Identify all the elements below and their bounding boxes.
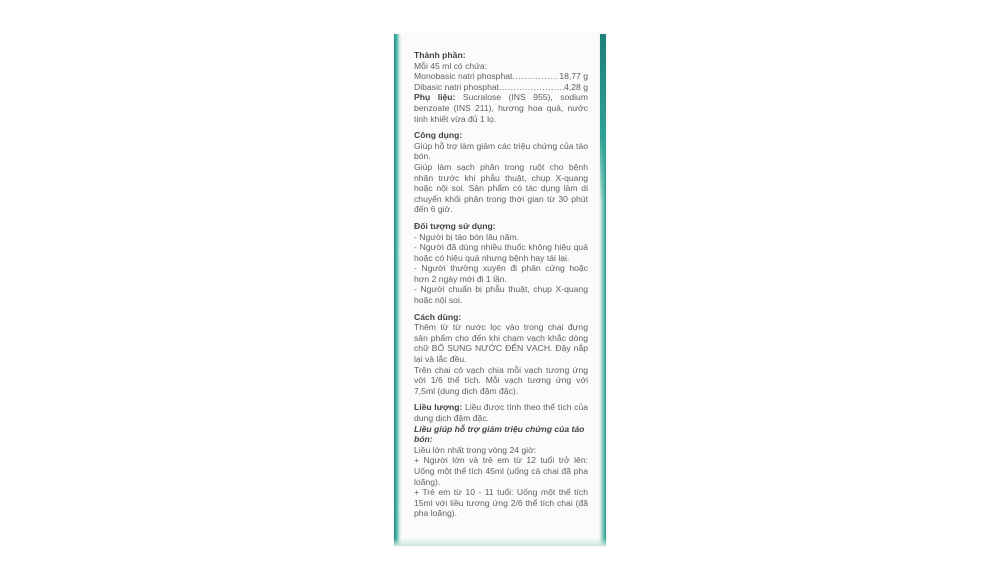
box-bottom-edge: [394, 538, 606, 546]
phu-lieu-label: Phụ liệu:: [414, 92, 456, 103]
lieu-luong-max: Liều lớn nhất trong vòng 24 giờ:: [414, 444, 537, 455]
doi-tuong-item: - Người đã dùng nhiều thuốc không hiệu quả hoặc có hiệu quả nhưng bệnh hay tái lại.: [414, 242, 588, 263]
box-right-top-teal-accent: [600, 34, 606, 204]
doi-tuong-item: - Người chuẩn bị phẫu thuật, chụp X-quang hoặc nội soi.: [414, 284, 588, 306]
lieu-luong-sub-heading: Liều giúp hỗ trợ giảm triệu chứng của táo bón:: [414, 423, 585, 445]
lieu-luong-child: + Trẻ em từ 10 - 11 tuổi: Uống một thể tích 15ml với liều tương ứng 2/6 thể tích chai (đã pha loãng).: [414, 487, 588, 519]
box-left-teal-edge: [394, 34, 402, 546]
ingredient-value: 4,28 g: [564, 81, 588, 92]
ingredient-value: 18,77 g: [559, 71, 588, 82]
ingredient-name: Monobasic natri phosphat: [414, 71, 513, 82]
cong-dung-p1: Giúp hỗ trợ làm giảm các triệu chứng của táo bón.: [414, 140, 588, 162]
thanh-phan-heading: Thành phần:: [414, 50, 466, 60]
doi-tuong-item: - Người thường xuyên đi phân cứng hoặc hơn 2 ngày mới đi 1 lần.: [414, 263, 588, 284]
cong-dung-p2: Giúp làm sạch phân trong ruột cho bệnh nhân trước khi phẫu thuật, chụp X-quang hoặc nội soi. Sản phẩm có tác dụng làm di chuyển khối phân trong thời gian từ 30 phút đến 6 giờ.: [414, 161, 588, 215]
phu-lieu-text: Sucralose (INS 955), sodium benzoate (INS 211), hương hoa quả, nước tinh khiết vừa đủ 1 lọ.: [414, 92, 588, 124]
lieu-luong-adult: + Người lớn và trẻ em từ 12 tuổi trở lên: Uống một thể tích 45ml (uống cả chai đã pha loãng).: [414, 455, 588, 487]
dot-leader: [499, 82, 564, 93]
lieu-luong-text: Liều được tính theo thể tích của dung dịch đậm đặc.: [414, 402, 589, 423]
thanh-phan-intro: Mỗi 45 ml có chứa:: [414, 60, 488, 71]
phu-lieu-paragraph: [414, 92, 588, 124]
ingredient-row-monobasic: [414, 71, 588, 82]
lieu-luong-label: Liều lượng:: [414, 402, 463, 413]
dot-leader: [512, 71, 559, 82]
cong-dung-heading: Công dụng:: [414, 130, 463, 141]
doi-tuong-heading: Đối tượng sử dụng:: [414, 220, 496, 231]
doi-tuong-item: - Người bị táo bón lâu năm.: [414, 231, 520, 242]
ingredient-name: Dibasic natri phosphat: [414, 81, 500, 92]
cach-dung-heading: Cách dùng:: [414, 311, 462, 322]
lieu-luong-paragraph: [414, 402, 588, 423]
label-text-block: [414, 50, 588, 519]
ingredient-row-dibasic: [414, 82, 588, 93]
cach-dung-p1: Thêm từ từ nước lọc vào trong chai đựng sản phẩm cho đến khi chạm vạch khắc dòng chữ BỔ SUNG NƯỚC ĐẾN VẠCH. Đậy nắp lại và lắc đều.: [414, 322, 588, 365]
cach-dung-p2: Trên chai có vạch chia mỗi vạch tương ứng với 1/6 thể tích. Mỗi vạch tương ứng với 7,5ml (dung dịch đậm đặc).: [414, 364, 588, 396]
